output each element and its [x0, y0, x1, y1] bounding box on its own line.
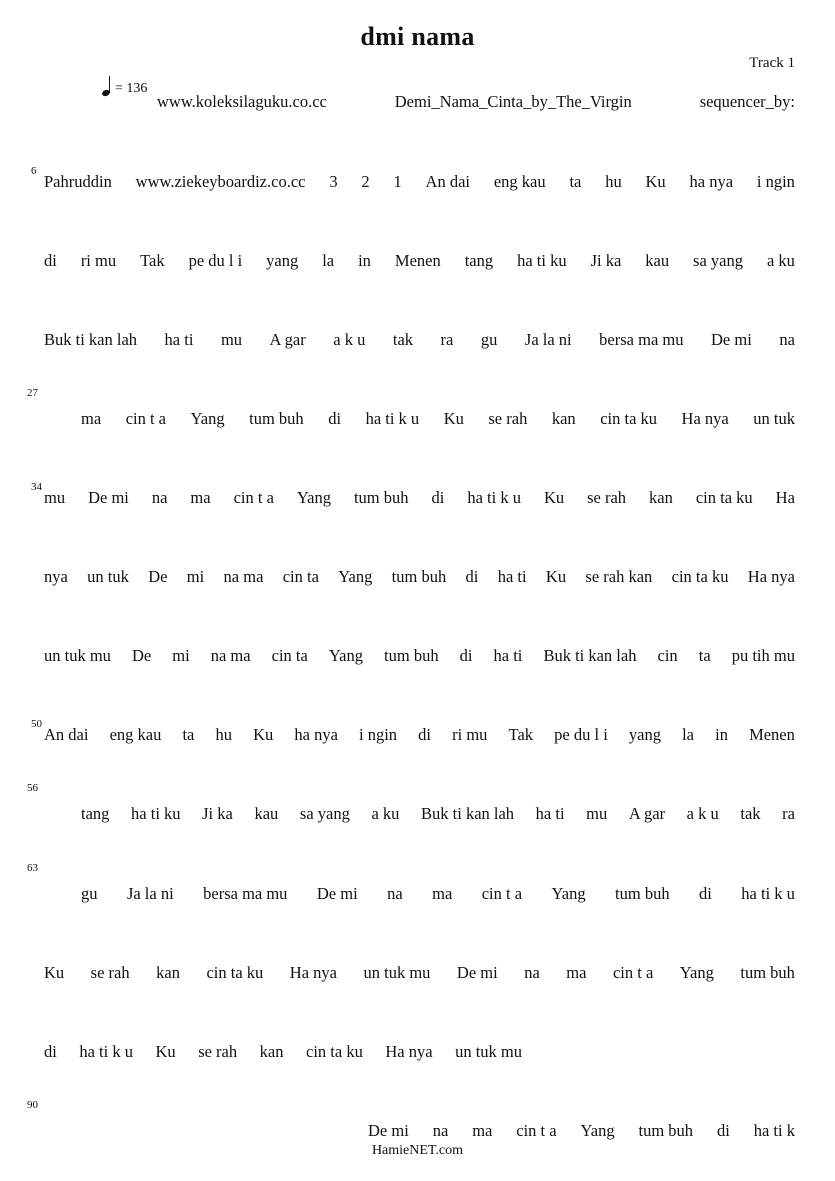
lyric-syllable: kan [259, 1042, 284, 1061]
lyric-syllable: ha ti [497, 567, 527, 586]
lyric-syllable: un tuk mu [44, 646, 111, 665]
lyric-syllable: Yang [679, 963, 714, 982]
lyric-syllable: pu tih mu [731, 646, 795, 665]
lyric-syllable: in [715, 725, 728, 744]
lyric-syllable: ma [566, 963, 587, 982]
lyric-syllable: ha ti ku [517, 251, 567, 270]
lyric-syllable: di [716, 1121, 730, 1140]
lyric-syllable: An dai [425, 172, 470, 191]
lyric-syllable: Ku [645, 172, 666, 191]
lyric-syllable: ha ti k u [741, 884, 795, 903]
lyric-syllable: ta [698, 646, 711, 665]
lyric-syllable: Menen [394, 251, 441, 270]
lyric-syllable: 2 [361, 172, 370, 191]
lyric-syllable: Ku [44, 963, 65, 982]
lyric-syllable: tak [740, 804, 761, 823]
lyric-syllable: di [44, 251, 57, 270]
lyric-syllable: se rah [90, 963, 130, 982]
lyric-syllable: Ku [543, 488, 565, 507]
lyric-syllable: ma [81, 409, 102, 428]
lyric-syllable: mu [220, 330, 243, 349]
lyric-syllable: Menen [749, 725, 795, 744]
lyric-syllable: Tak [508, 725, 534, 744]
measure-number: 6 [31, 165, 37, 177]
lyric-syllable: yang [266, 251, 299, 270]
lyric-syllable: kan [649, 488, 673, 507]
lyric-syllables [157, 92, 795, 112]
lyric-syllable: Pahruddin [44, 172, 112, 191]
lyric-syllable: mu [586, 804, 608, 823]
lyric-syllable: na ma [210, 646, 251, 665]
lyric-syllable: Yang [551, 884, 586, 903]
lyric-syllable: pe du l i [188, 251, 243, 270]
lyric-syllable: Ja la ni [126, 884, 174, 903]
lyric-syllable: A gar [628, 804, 666, 823]
lyric-syllable: tum buh [249, 409, 304, 428]
lyric-syllables [44, 646, 795, 666]
lyric-syllable: cin ta [282, 567, 319, 586]
lyric-syllable: se rah [488, 409, 528, 428]
lyric-syllable: ha ti [164, 330, 194, 349]
lyric-syllable: cin ta ku [206, 963, 264, 982]
lyric-syllable: cin ta ku [306, 1042, 363, 1061]
lyric-syllable: Yang [296, 488, 331, 507]
lyric-syllable: Ha [775, 488, 795, 507]
lyric-syllables [368, 1121, 795, 1141]
lyric-line [0, 165, 835, 196]
lyric-syllable: Yang [328, 646, 363, 665]
lyric-syllable: De [148, 567, 168, 586]
lyric-syllable: bersa ma mu [203, 884, 288, 903]
measure-number: 56 [27, 782, 38, 794]
lyric-syllable: a k u [333, 330, 366, 349]
lyric-syllable: eng kau [109, 725, 162, 744]
lyric-syllable: i ngin [756, 172, 795, 191]
lyric-syllable: la [322, 251, 335, 270]
lyric-syllable: ha ti k u [467, 488, 521, 507]
lyric-syllable: ma [472, 1121, 493, 1140]
lyric-syllable: se rah [198, 1042, 238, 1061]
lyric-syllable: An dai [44, 725, 89, 744]
lyric-syllable: tum buh [353, 488, 409, 507]
lyric-syllable: Ha nya [385, 1042, 433, 1061]
lyric-syllable: ta [569, 172, 582, 191]
lyric-syllable: tang [464, 251, 494, 270]
lyric-syllable: Yang [190, 409, 225, 428]
lyric-syllable: ha nya [689, 172, 734, 191]
lyric-syllable: kau [645, 251, 670, 270]
lyric-syllable: Ku [443, 409, 464, 428]
lyric-syllable: mi [172, 646, 190, 665]
lyric-syllable: Ji ka [202, 804, 233, 823]
lyric-syllable: la [682, 725, 694, 744]
lyric-syllable: se rah [587, 488, 627, 507]
lyric-syllable: cin ta ku [695, 488, 753, 507]
lyric-syllable: na [151, 488, 168, 507]
lyric-syllable: De mi [368, 1121, 409, 1140]
lyric-syllable: A gar [269, 330, 306, 349]
lyric-syllables [81, 409, 795, 429]
lyric-syllables [44, 488, 795, 508]
lyric-line [0, 963, 835, 987]
lyric-line [0, 481, 835, 512]
lyric-syllable: in [358, 251, 371, 270]
lyric-line [0, 92, 835, 116]
lyric-syllables [44, 172, 795, 192]
lyric-line [0, 862, 835, 908]
lyric-syllable: ra [440, 330, 454, 349]
lyric-syllable: nya [44, 567, 68, 586]
lyric-syllable: De mi [316, 884, 358, 903]
lyric-syllable: Yang [338, 567, 373, 586]
lyric-syllable: cin ta ku [671, 567, 729, 586]
lyric-syllable: ha ti k [753, 1121, 795, 1140]
lyric-syllable: ri mu [80, 251, 117, 270]
lyric-syllable: cin ta [271, 646, 308, 665]
measure-number: 27 [27, 387, 38, 399]
lyric-syllable: na [779, 330, 795, 349]
lyric-line [0, 1042, 835, 1066]
lyric-syllable: kan [156, 963, 180, 982]
lyric-syllable: Ja la ni [524, 330, 572, 349]
lyric-syllable: ha ti [535, 804, 565, 823]
lyric-syllable: kau [254, 804, 279, 823]
lyric-syllable: hu [605, 172, 622, 191]
lyric-syllables [81, 884, 795, 904]
lyric-syllable: Ku [155, 1042, 176, 1061]
lyric-syllables [44, 330, 795, 350]
lyric-line [0, 567, 835, 591]
song-title: dmi nama [360, 22, 475, 51]
lyric-syllable: gu [480, 330, 498, 349]
lyric-syllable: kan [551, 409, 576, 428]
lyric-syllable: a ku [371, 804, 400, 823]
tempo-value: = 136 [115, 81, 148, 96]
footer-credit: HamieNET.com [371, 1143, 464, 1158]
lyric-syllable: ha ti k u [365, 409, 420, 428]
lyric-syllable: De mi [711, 330, 752, 349]
lyric-syllable: gu [81, 884, 98, 903]
lyric-syllable: 3 [329, 172, 338, 191]
lyric-syllable: i ngin [359, 725, 398, 744]
lyric-syllable: sa yang [693, 251, 743, 270]
lyric-line [0, 718, 835, 749]
lyric-syllable: Ha nya [747, 567, 795, 586]
lyric-syllable: tum buh [740, 963, 795, 982]
lyric-syllable: un tuk [753, 409, 795, 428]
lyric-syllable: Tak [140, 251, 165, 270]
lyric-syllable: De [131, 646, 152, 665]
lyric-syllables [81, 804, 795, 824]
lyric-syllable: ha ti ku [131, 804, 181, 823]
lyric-syllable: www.koleksilaguku.co.cc [157, 92, 327, 111]
lyric-syllable: tum buh [615, 884, 670, 903]
lyric-line [0, 782, 835, 828]
lyric-syllable: Buk ti kan lah [543, 646, 637, 665]
lyric-syllable: Yang [580, 1121, 615, 1140]
lyric-syllable: di [699, 884, 712, 903]
lyric-syllable: cin t a [481, 884, 523, 903]
measure-number: 90 [27, 1099, 38, 1111]
lyric-syllables [44, 963, 795, 983]
lyric-syllable: Demi_Nama_Cinta_by_The_Virgin [394, 92, 632, 111]
lyric-syllable: ha nya [294, 725, 338, 744]
lyric-syllable: Ha nya [681, 409, 729, 428]
lyric-syllables [44, 251, 795, 271]
lyric-syllables [44, 725, 795, 745]
lyric-syllable: na [387, 884, 403, 903]
lyric-syllable: De mi [456, 963, 498, 982]
lyric-syllable: www.ziekeyboardiz.co.cc [135, 172, 306, 191]
lyric-syllable: bersa ma mu [599, 330, 684, 349]
track-label: Track 1 [749, 55, 795, 71]
lyric-syllable: tum buh [638, 1121, 694, 1140]
lyric-syllable: un tuk mu [455, 1042, 522, 1061]
lyric-line [0, 1099, 835, 1145]
measure-number: 63 [27, 862, 38, 874]
lyric-syllable: ri mu [452, 725, 488, 744]
lyric-syllable: ha ti [493, 646, 523, 665]
lyric-syllable: na [524, 963, 540, 982]
lyric-syllable: De mi [88, 488, 129, 507]
lyric-syllable: na ma [223, 567, 264, 586]
lyric-syllable: ma [190, 488, 211, 507]
lyric-line [0, 387, 835, 433]
lyric-syllable: yang [628, 725, 661, 744]
lyric-syllable: ha ti k u [79, 1042, 133, 1061]
lyric-syllable: tum buh [384, 646, 439, 665]
lyric-syllable: sequencer_by: [699, 92, 795, 111]
lyric-syllable: a ku [766, 251, 795, 270]
lyric-syllable: di [418, 725, 432, 744]
lyric-syllables [44, 1042, 522, 1062]
lyric-syllable: Buk ti kan lah [421, 804, 515, 823]
lyric-syllables [44, 567, 795, 587]
lyric-syllable: di [44, 1042, 57, 1061]
lyric-syllable: tang [81, 804, 110, 823]
lyric-line [0, 330, 835, 354]
lyric-syllable: se rah kan [585, 567, 653, 586]
lyric-syllable: cin t a [125, 409, 167, 428]
lyric-syllable: di [459, 646, 473, 665]
lyric-syllable: tak [392, 330, 414, 349]
lyric-syllable: Ha nya [289, 963, 337, 982]
lyric-syllable: di [431, 488, 445, 507]
lyric-syllable: Ji ka [590, 251, 622, 270]
lyric-syllable: di [465, 567, 479, 586]
lyric-syllable: cin t a [516, 1121, 557, 1140]
lyric-syllable: cin ta ku [600, 409, 658, 428]
lyric-syllable: a k u [686, 804, 719, 823]
lyric-syllable: Buk ti kan lah [44, 330, 138, 349]
lyric-syllable: Ku [253, 725, 274, 744]
lyric-syllable: ta [182, 725, 195, 744]
lyric-syllable: di [328, 409, 342, 428]
lyric-syllable: un tuk mu [363, 963, 431, 982]
lyric-syllable: sa yang [299, 804, 350, 823]
lyric-syllable: tum buh [391, 567, 447, 586]
lyric-syllable: 1 [393, 172, 402, 191]
lyric-syllable: ra [782, 804, 795, 823]
lyric-line [0, 646, 835, 670]
measure-number: 34 [31, 481, 42, 493]
measure-number: 50 [31, 718, 42, 730]
lyric-syllable: mi [186, 567, 205, 586]
lyric-syllable: hu [215, 725, 232, 744]
lyric-syllable: cin [657, 646, 678, 665]
lyric-syllable: ma [432, 884, 453, 903]
lyric-syllable: cin t a [612, 963, 654, 982]
lyric-syllable: na [432, 1121, 449, 1140]
lyric-syllable: eng kau [493, 172, 546, 191]
lyric-syllable: Ku [545, 567, 567, 586]
lyric-syllable: pe du l i [554, 725, 608, 744]
lyric-syllable: cin t a [233, 488, 274, 507]
lyric-syllable: mu [44, 488, 66, 507]
lyric-line [0, 251, 835, 275]
lyric-syllable: un tuk [87, 567, 129, 586]
